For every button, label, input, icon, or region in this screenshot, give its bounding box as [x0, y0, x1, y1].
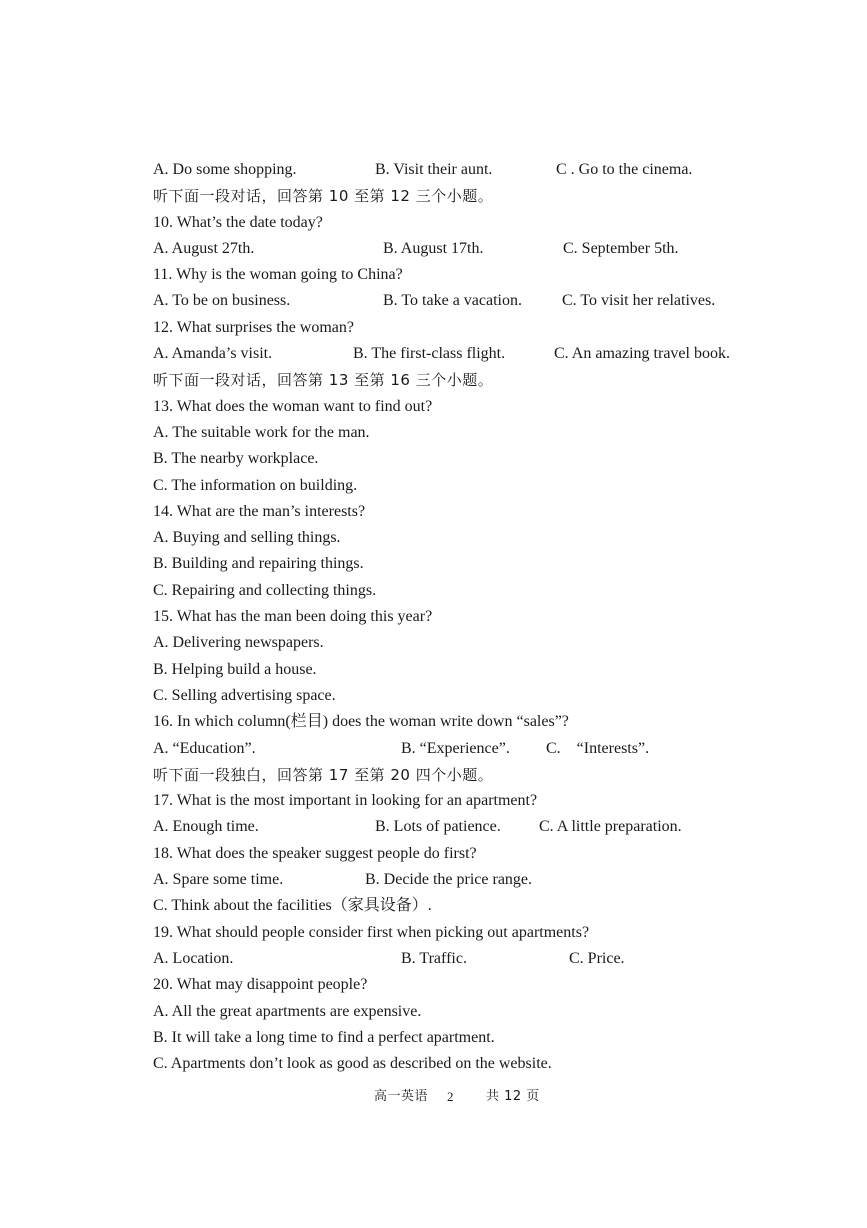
option-a: A. Location. [153, 949, 234, 967]
options-row-19 [153, 946, 793, 972]
option-b: B. It will take a long time to find a perfect apartment. [153, 1028, 495, 1046]
option-a: A. Spare some time. [153, 871, 284, 889]
option-a: A. Do some shopping. [153, 161, 297, 178]
section-instruction: 听下面一段对话，回答第 10 至第 12 三个小题。 [153, 187, 494, 206]
option-c: C. Price. [569, 949, 625, 967]
section-instruction: 听下面一段对话，回答第 13 至第 16 三个小题。 [153, 371, 494, 390]
options-row-17 [153, 814, 793, 840]
option-b: B. “Experience”. [401, 739, 510, 757]
option-c: C. An amazing travel book. [554, 345, 730, 363]
option-b: B. The first-class flight. [353, 345, 506, 363]
options-row-18 [153, 867, 793, 893]
option-c: C. The information on building. [153, 476, 358, 494]
question-11: 11. Why is the woman going to China? [153, 266, 403, 284]
question-14: 14. What are the man’s interests? [153, 502, 366, 520]
question-16: 16. In which column(栏目) does the woman write down “sales”? [153, 713, 569, 731]
question-12: 12. What surprises the woman? [153, 318, 354, 336]
options-row-16 [153, 736, 793, 762]
option-a: A. Amanda’s visit. [153, 345, 273, 363]
options-row-10 [153, 236, 793, 262]
option-b: B. To take a vacation. [383, 292, 522, 310]
option-c: C . Go to the cinema. [556, 161, 693, 178]
option-c: C. Repairing and collecting things. [153, 581, 377, 599]
option-b: B. Traffic. [401, 949, 467, 967]
option-a: A. Enough time. [153, 818, 259, 836]
question-list [153, 157, 793, 1077]
question-18: 18. What does the speaker suggest people do first? [153, 844, 477, 862]
option-a: A. “Education”. [153, 739, 256, 757]
question-10: 10. What’s the date today? [153, 213, 323, 231]
option-a: A. The suitable work for the man. [153, 423, 370, 441]
option-c: C. September 5th. [563, 239, 679, 257]
question-15: 15. What has the man been doing this year? [153, 608, 433, 626]
option-c: C. “Interests”. [546, 739, 650, 757]
options-row-12 [153, 341, 793, 367]
question-19: 19. What should people consider first when picking out apartments? [153, 923, 590, 941]
question-20: 20. What may disappoint people? [153, 976, 368, 994]
option-b: B. Helping build a house. [153, 660, 317, 678]
options-row-9 [153, 157, 793, 183]
option-b: B. Decide the price range. [365, 871, 533, 889]
option-b: B. The nearby workplace. [153, 450, 319, 468]
option-a: A. Delivering newspapers. [153, 634, 324, 652]
section-instruction: 听下面一段独白，回答第 17 至第 20 四个小题。 [153, 765, 494, 784]
question-17: 17. What is the most important in looking for an apartment? [153, 792, 538, 810]
option-b: B. Lots of patience. [375, 818, 501, 836]
option-a: A. August 27th. [153, 239, 255, 257]
option-c: C. A little preparation. [539, 818, 682, 836]
option-a: A. To be on business. [153, 292, 291, 310]
option-c: C. Apartments don’t look as good as described on the website. [153, 1055, 552, 1073]
options-row-11 [153, 288, 793, 314]
option-c: C. Think about the facilities（家具设备）. [153, 897, 432, 915]
footer-subject: 高一英语 [374, 1089, 429, 1104]
option-b: B. Building and repairing things. [153, 555, 364, 573]
page-footer [0, 1087, 867, 1107]
footer-total-pages: 共 12 页 [486, 1089, 540, 1104]
option-a: A. Buying and selling things. [153, 529, 341, 547]
option-a: A. All the great apartments are expensive. [153, 1002, 422, 1020]
footer-page-number: 2 [447, 1089, 454, 1104]
option-b: B. Visit their aunt. [375, 161, 493, 178]
option-b: B. August 17th. [383, 239, 484, 257]
question-13: 13. What does the woman want to find out? [153, 397, 433, 415]
option-c: C. To visit her relatives. [562, 292, 716, 310]
option-c: C. Selling advertising space. [153, 686, 336, 704]
